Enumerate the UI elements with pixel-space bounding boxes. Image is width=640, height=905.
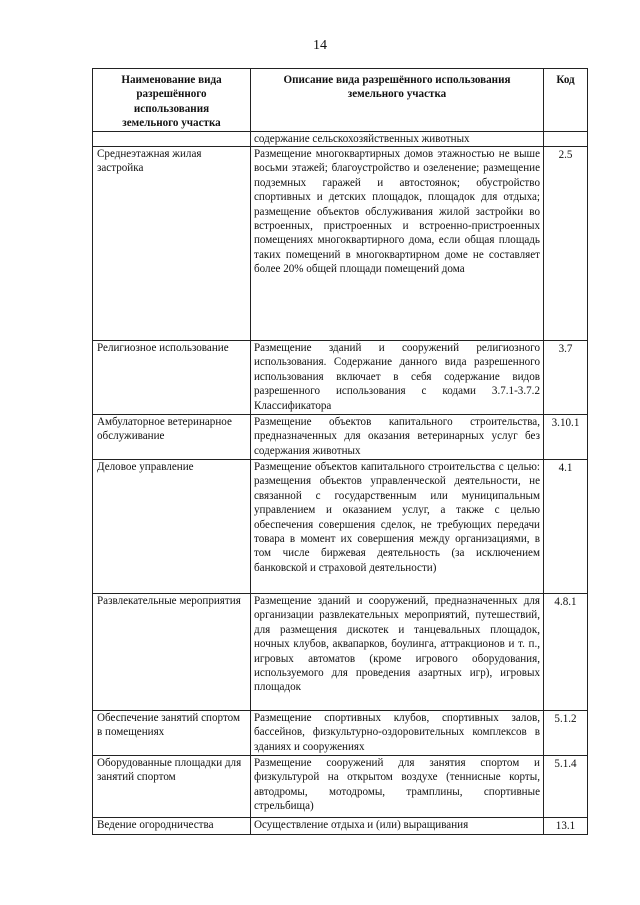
- row-code-cell: 5.1.2: [544, 711, 588, 756]
- page-number: 14: [313, 38, 327, 53]
- table-row: [93, 341, 588, 415]
- row-code-cell: 3.10.1: [544, 415, 588, 460]
- row-description-cell: Размещение спортивных клубов, спортивных залов, бассейнов, физкультурно-оздоровительных комплексов в зданиях и сооружениях: [251, 711, 544, 756]
- row-code-cell: [544, 131, 588, 146]
- row-description-cell: Осуществление отдыха и (или) выращивания: [251, 818, 544, 835]
- row-name-cell: Развлекательные мероприятия: [93, 594, 251, 711]
- row-code-cell: 4.1: [544, 460, 588, 594]
- table-row: [93, 818, 588, 835]
- row-code-cell: 5.1.4: [544, 756, 588, 818]
- row-name-cell: Амбулаторное ветеринарное обслуживание: [93, 415, 251, 460]
- header-code: Код: [544, 69, 588, 132]
- header-description: Описание вида разрешённого использования земельного участка: [251, 69, 544, 132]
- table-row: [93, 131, 588, 146]
- row-name-cell: Деловое управление: [93, 460, 251, 594]
- row-description-cell: содержание сельскохозяйственных животных: [251, 131, 544, 146]
- row-name-cell: [93, 131, 251, 146]
- row-description-cell: Размещение зданий и сооружений религиозного использования. Содержание данного вида разрешенного использования включает в себя содержание видов разрешенного использования с кодами 3.7.1-3.7.2 Классификатора: [251, 341, 544, 415]
- row-code-cell: 13.1: [544, 818, 588, 835]
- row-name-cell: Среднеэтажная жилая застройка: [93, 147, 251, 341]
- row-description-cell: Размещение объектов капитального строительства, предназначенных для оказания ветеринарных услуг без содержания животных: [251, 415, 544, 460]
- row-code-cell: 4.8.1: [544, 594, 588, 711]
- land-use-table: [92, 68, 588, 835]
- row-name-cell: Религиозное использование: [93, 341, 251, 415]
- row-code-cell: 2.5: [544, 147, 588, 341]
- table-row: [93, 756, 588, 818]
- row-description-cell: Размещение объектов капитального строительства с целью: размещения объектов управленческой деятельности, не связанной с государственным или муниципальным управлением и оказанием услуг, а также с целью обеспечения совершения сделок, не требующих передачи товара в момент их совершения между организациями, в том числе биржевая деятельность (за исключением банковской и страховой деятельности): [251, 460, 544, 594]
- row-name-cell: Ведение огородничества: [93, 818, 251, 835]
- header-name: Наименование вида разрешённого использования земельного участка: [93, 69, 251, 132]
- table-header-row: [93, 69, 588, 132]
- row-name-cell: Обеспечение занятий спортом в помещениях: [93, 711, 251, 756]
- row-name-cell: Оборудованные площадки для занятий спортом: [93, 756, 251, 818]
- row-code-cell: 3.7: [544, 341, 588, 415]
- table-row: [93, 594, 588, 711]
- table-row: [93, 147, 588, 341]
- table-row: [93, 460, 588, 594]
- row-description-cell: Размещение зданий и сооружений, предназначенных для организации развлекательных мероприятий, путешествий, для размещения дискотек и танцевальных площадок, ночных клубов, аквапарков, боулинга, аттракционов и т. п., игровых автоматов (кроме игрового оборудования, используемого для проведения азартных игр), игровых площадок: [251, 594, 544, 711]
- row-description-cell: Размещение многоквартирных домов этажностью не выше восьми этажей; благоустройство и озеленение; размещение подземных гаражей и автостоянок; обустройство спортивных и детских площадок, площадок для отдыха; размещение объектов обслуживания жилой застройки во встроенных, пристроенных и встроенно-пристроенных помещениях многоквартирного дома, если общая площадь таких помещений в многоквартирном доме не составляет более 20% общей площади помещений дома: [251, 147, 544, 341]
- table-row: [93, 415, 588, 460]
- table-row: [93, 711, 588, 756]
- row-description-cell: Размещение сооружений для занятия спортом и физкультурой на открытом воздухе (теннисные корты, автодромы, мотодромы, трамплины, спортивные стрельбища): [251, 756, 544, 818]
